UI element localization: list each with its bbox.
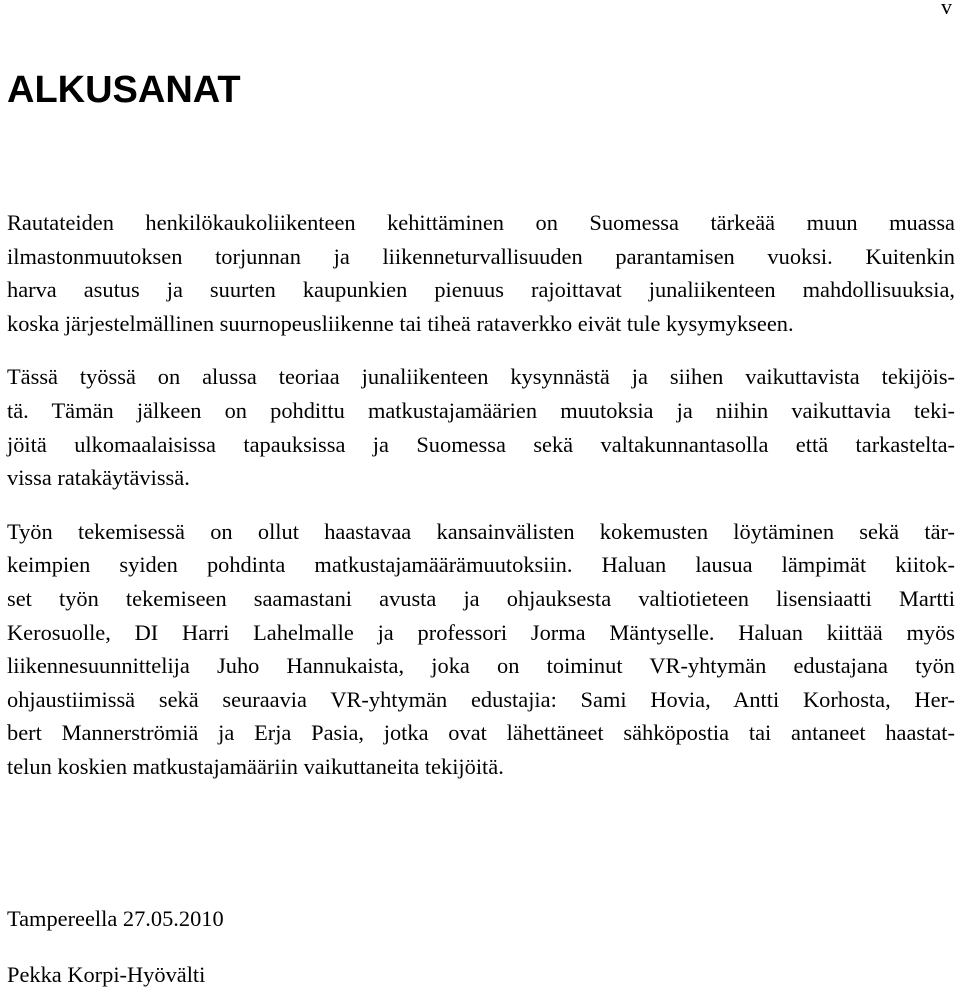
text-line: vissa ratakäytävissä. (7, 465, 190, 491)
text-line: telun koskien matkustajamääriin vaikuttaneita tekijöitä. (7, 753, 504, 779)
text-line: Kerosuolle, DI Harri Lahelmalle ja professori Jorma Mäntyselle. Haluan kiittää myös (7, 619, 955, 645)
text-line: Työn tekemisessä on ollut haastavaa kansainvälisten kokemusten löytäminen sekä tär- (7, 518, 955, 544)
text-line: keimpien syiden pohdinta matkustajamäärämuutoksiin. Haluan lausua lämpimät kiitok- (7, 552, 955, 578)
paragraph-3 (7, 515, 955, 784)
text-line: harva asutus ja suurten kaupunkien pienuus rajoittavat junaliikenteen mahdollisuuksia, (7, 277, 955, 303)
text-line: bert Mannerströmiä ja Erja Pasia, jotka ovat lähettäneet sähköpostia tai antaneet haastat- (7, 720, 955, 746)
text-line: tä. Tämän jälkeen on pohdittu matkustajamäärien muutoksia ja niihin vaikuttavia teki- (7, 397, 955, 423)
place-date: Tampereella 27.05.2010 (7, 906, 224, 931)
body-text (7, 206, 955, 804)
page-title: ALKUSANAT (7, 69, 241, 111)
paragraph-2 (7, 360, 955, 494)
text-line: Tässä työssä on alussa teoriaa junaliikenteen kysynnästä ja siihen vaikuttavista tekijöis- (7, 364, 955, 390)
page-number: v (941, 0, 952, 19)
text-line: ohjaustiimissä sekä seuraavia VR-yhtymän edustajia: Sami Hovia, Antti Korhosta, Her- (7, 686, 955, 712)
text-line: liikennesuunnittelija Juho Hannukaista, joka on toiminut VR-yhtymän edustajana työn (7, 653, 955, 679)
text-line: set työn tekemiseen saamastani avusta ja ohjauksesta valtiotieteen lisensiaatti Martti (7, 585, 955, 611)
text-line: koska järjestelmällinen suurnopeusliikenne tai tiheä rataverkko eivät tule kysymykseen. (7, 310, 794, 336)
author-name: Pekka Korpi-Hyövälti (7, 962, 206, 987)
text-line: Rautateiden henkilökaukoliikenteen kehittäminen on Suomessa tärkeää muun muassa (7, 210, 955, 235)
text-line: jöitä ulkomaalaisissa tapauksissa ja Suomessa sekä valtakunnantasolla että tarkastelta- (7, 431, 955, 457)
text-line: ilmastonmuutoksen torjunnan ja liikenneturvallisuuden parantamisen vuoksi. Kuitenkin (7, 243, 955, 269)
paragraph-1 (7, 206, 955, 340)
